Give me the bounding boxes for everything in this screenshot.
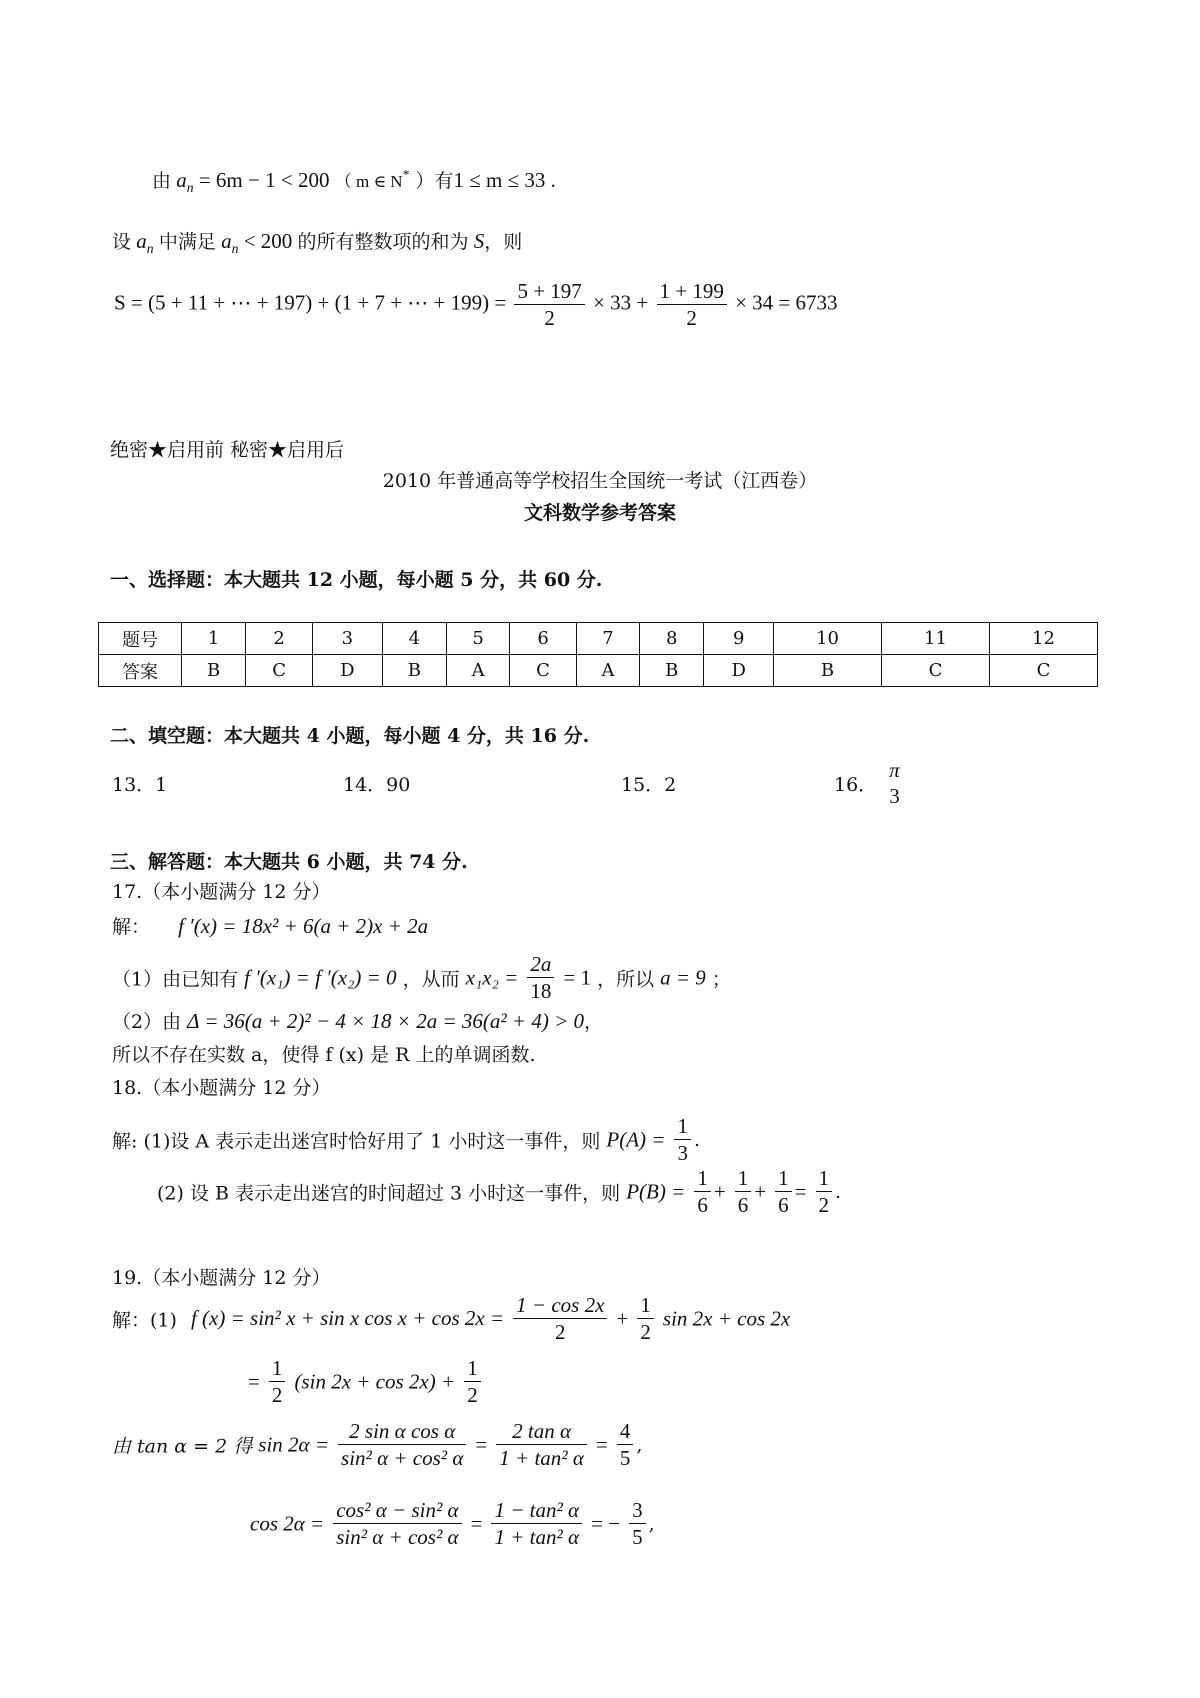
- table-cell: 11: [882, 623, 990, 655]
- q17-heading: 17.（本小题满分 12 分）: [112, 881, 331, 903]
- fraction: $\frac{\text{2 sin α cos α}}{\text{sin² α + cos² α}}$: [338, 1418, 466, 1472]
- fraction: $\frac{1}{2}$: [637, 1292, 654, 1346]
- table-cell: D: [313, 655, 383, 687]
- table-cell: 3: [313, 623, 383, 655]
- table-cell: 8: [640, 623, 704, 655]
- table-cell: 1: [182, 623, 246, 655]
- fraction: $\frac{1}{6}$: [735, 1165, 752, 1219]
- answer-15: 15．2: [621, 774, 677, 796]
- table-cell: C: [246, 655, 313, 687]
- fraction: $\frac{\text{1 − tan² α}}{\text{1 + tan² α}}$: [491, 1497, 582, 1551]
- table-cell: 9: [704, 623, 774, 655]
- table-cell: B: [382, 655, 446, 687]
- top-line-2: 设 $a_n$ 中满足 $a_n < 200$ 的所有整数项的和为 S，则: [112, 229, 523, 257]
- table-cell: B: [774, 655, 882, 687]
- top-line-3: S = (5 + 11 + ⋯ + 197) + (1 + 7 + ⋯ + 199) = $\frac{5 + 197}{2}$ × 33 + $\frac{1 + 199}{2}$ × 34 = 6733: [114, 279, 838, 331]
- exam-title: 2010 年普通高等学校招生全国统一考试（江西卷）: [382, 470, 818, 492]
- q19-line-3: 由 tan α = 2 得 sin 2α = $\frac{\text{2 sin α cos α}}{\text{sin² α + cos² α}}$ = $\frac{\text{2 tan α}}{\text{1 + tan² α}}$ = $\frac{4}{5}$ ,: [112, 1419, 643, 1471]
- fraction: $\frac{1}{2}$: [816, 1165, 833, 1219]
- table-cell: 7: [576, 623, 639, 655]
- table-row: [99, 623, 1098, 655]
- section-3-title: 三、解答题：本大题共 6 小题，共 74 分.: [110, 851, 468, 873]
- table-cell: A: [576, 655, 639, 687]
- answer-table: [98, 622, 1098, 687]
- q19-heading: 19.（本小题满分 12 分）: [112, 1267, 331, 1289]
- table-cell: 12: [989, 623, 1097, 655]
- secret-label: 绝密★启用前 秘密★启用后: [110, 439, 345, 461]
- fraction: $\frac{1}{6}$: [694, 1165, 711, 1219]
- section-1-title: 一、选择题：本大题共 12 小题，每小题 5 分，共 60 分.: [110, 569, 603, 591]
- q18-heading: 18.（本小题满分 12 分）: [112, 1077, 331, 1099]
- section-2-title: 二、填空题：本大题共 4 小题，每小题 4 分，共 16 分.: [110, 725, 590, 747]
- table-cell: 4: [382, 623, 446, 655]
- q17-part-2: （2）由 Δ = 36(a + 2)² − 4 × 18 × 2a = 36(a² + 4) > 0，: [112, 1009, 604, 1033]
- fraction: $\frac{5 + 197}{2}$: [514, 278, 584, 332]
- fraction: $\frac{1 - \cos 2x}{2}$: [513, 1292, 607, 1346]
- fraction: $\frac{\text{2 tan α}}{\text{1 + tan² α}}$: [496, 1418, 587, 1472]
- table-cell: A: [446, 655, 509, 687]
- table-cell: C: [989, 655, 1097, 687]
- fraction: $\frac{\text{cos² α − sin² α}}{\text{sin² α + cos² α}}$: [333, 1497, 461, 1551]
- table-cell: B: [640, 655, 704, 687]
- row-label: 题号: [99, 623, 182, 655]
- table-cell: C: [882, 655, 990, 687]
- q17-part-1: （1）由已知有 f ′(x₁) = f ′(x₂) = 0 ，从而 x₁x₂ = $\frac{2a}{18}$ = 1 ，所以 a = 9 ；: [112, 952, 731, 1004]
- fraction: $\frac{1}{2}$: [464, 1355, 481, 1409]
- q18-part-2: (2) 设 B 表示走出迷宫的时间超过 3 小时这一事件，则 P(B) = $\frac{1}{6}$ + $\frac{1}{6}$ + $\frac{1}{6}$ = $\frac{1}{2}$ .: [157, 1166, 842, 1218]
- table-cell: B: [182, 655, 246, 687]
- fraction: $\frac{4}{5}$: [617, 1418, 634, 1472]
- row-label: 答案: [99, 655, 182, 687]
- fraction: $\frac{1}{6}$: [775, 1165, 792, 1219]
- q19-line-1: 解：(1) f (x) = sin² x + sin x cos x + cos 2x = $\frac{1 - \cos 2x}{2}$ + $\frac{1}{2}$ sin 2x + cos 2x: [112, 1293, 791, 1345]
- answer-16: 16． π 3: [834, 757, 906, 810]
- table-cell: 10: [774, 623, 882, 655]
- q19-line-4: cos 2α = $\frac{\text{cos² α − sin² α}}{\text{sin² α + cos² α}}$ = $\frac{\text{1 − tan² α}}{\text{1 + tan² α}}$ = − $\frac{3}{5}$ ,: [250, 1498, 655, 1550]
- q19-line-2: = $\frac{1}{2}$ (sin 2x + cos 2x) + $\frac{1}{2}$: [248, 1355, 484, 1409]
- fraction: $\frac{1 + 199}{2}$: [657, 278, 727, 332]
- table-cell: 5: [446, 623, 509, 655]
- q17-conclusion: 所以不存在实数 a，使得 f (x) 是 R 上的单调函数.: [112, 1044, 536, 1066]
- table-cell: 2: [246, 623, 313, 655]
- fraction: $\frac{1}{2}$: [269, 1355, 286, 1409]
- table-row: [99, 655, 1098, 687]
- table-cell: 6: [510, 623, 577, 655]
- answer-14: 14．90: [343, 774, 411, 796]
- table-cell: C: [510, 655, 577, 687]
- fraction: $\frac{1}{3}$: [674, 1113, 691, 1167]
- table-cell: D: [704, 655, 774, 687]
- q17-derivative: 解： f ′(x) = 18x² + 6(a + 2)x + 2a: [112, 914, 429, 938]
- fraction: $\frac{2a}{18}$: [527, 951, 554, 1005]
- q18-part-1: 解: (1)设 A 表示走出迷宫时恰好用了 1 小时这一事件，则 P(A) = $\frac{1}{3}$ .: [112, 1114, 701, 1166]
- fraction: $\frac{3}{5}$: [629, 1497, 646, 1551]
- answer-subtitle: 文科数学参考答案: [523, 502, 676, 524]
- fraction: π 3: [889, 758, 900, 809]
- answer-13: 13．1: [112, 774, 168, 796]
- top-line-1: 由 $a_n = 6m - 1 < 200$ （ m ∈ N* ）有1 ≤ m ≤ 33 .: [152, 167, 556, 196]
